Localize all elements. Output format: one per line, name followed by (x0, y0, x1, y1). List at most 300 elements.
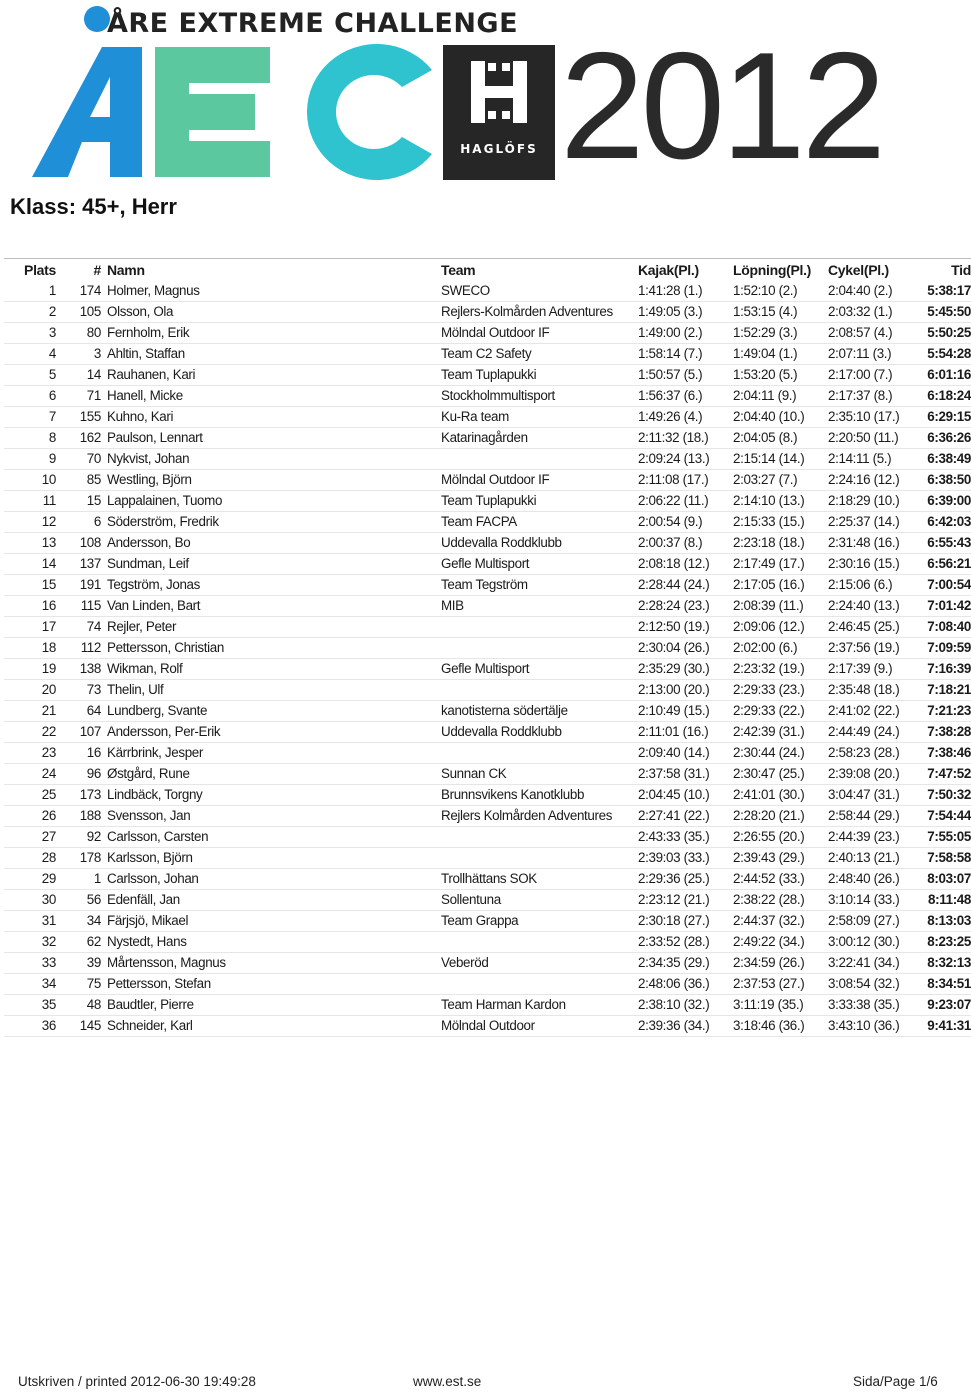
cell-lopning: 2:09:06 (12.) (733, 619, 805, 634)
cell-kajak: 1:49:00 (2.) (638, 325, 703, 340)
cell-kajak: 1:41:28 (1.) (638, 283, 703, 298)
cell-lopning: 2:34:59 (26.) (733, 955, 805, 970)
cell-team: Rejlers-Kolmården Adventures (441, 304, 613, 319)
cell-lopning: 2:49:22 (34.) (733, 934, 805, 949)
cell-nummer: 48 (86, 997, 101, 1012)
cell-nummer: 137 (79, 556, 101, 571)
cell-tid: 8:23:25 (927, 934, 971, 949)
cell-tid: 7:38:28 (927, 724, 971, 739)
cell-cykel: 2:48:40 (26.) (828, 871, 900, 886)
cell-tid: 6:55:43 (927, 535, 971, 550)
cell-cykel: 2:31:48 (16.) (828, 535, 900, 550)
cell-tid: 8:03:07 (927, 871, 971, 886)
cell-namn: Nystedt, Hans (107, 934, 187, 949)
cell-team (441, 932, 638, 953)
cell-namn: Schneider, Karl (107, 1018, 193, 1033)
table-row (4, 512, 971, 533)
cell-plats: 33 (41, 955, 56, 970)
cell-cykel: 2:15:06 (6.) (828, 577, 893, 592)
cell-lopning: 1:53:15 (4.) (733, 304, 798, 319)
cell-nummer: 80 (86, 325, 101, 340)
cell-namn: Pettersson, Stefan (107, 976, 211, 991)
table-row (4, 1016, 971, 1037)
printed-timestamp: Utskriven / printed 2012-06-30 19:49:28 (18, 1374, 256, 1389)
cell-nummer: 108 (79, 535, 101, 550)
cell-namn: Rauhanen, Kari (107, 367, 196, 382)
table-row (4, 953, 971, 974)
cell-team: Veberöd (441, 955, 489, 970)
logo-letter-c (307, 44, 432, 180)
cell-tid: 7:16:39 (927, 661, 971, 676)
table-row (4, 365, 971, 386)
cell-tid: 6:42:03 (927, 514, 971, 529)
cell-team (441, 974, 638, 995)
table-row (4, 302, 971, 323)
cell-kajak: 1:49:26 (4.) (638, 409, 703, 424)
cell-lopning: 2:03:27 (7.) (733, 472, 798, 487)
cell-nummer: 191 (79, 577, 101, 592)
cell-nummer: 70 (86, 451, 101, 466)
cell-team: Mölndal Outdoor IF (441, 325, 550, 340)
cell-tid: 6:36:26 (927, 430, 971, 445)
cell-kajak: 2:30:18 (27.) (638, 913, 710, 928)
cell-team: Team Tuplapukki (441, 367, 537, 382)
results-table (4, 258, 971, 1037)
cell-nummer: 3 (93, 346, 101, 361)
cell-tid: 7:09:59 (927, 640, 971, 655)
cell-lopning: 1:52:10 (2.) (733, 283, 798, 298)
cell-plats: 9 (48, 451, 56, 466)
cell-tid: 8:34:51 (927, 976, 971, 991)
cell-plats: 18 (41, 640, 56, 655)
col-plats-header: Plats (24, 262, 56, 278)
cell-plats: 4 (48, 346, 56, 361)
cell-plats: 36 (41, 1018, 56, 1033)
cell-kajak: 2:39:03 (33.) (638, 850, 710, 865)
cell-nummer: 56 (86, 892, 101, 907)
cell-team: Stockholmmultisport (441, 388, 555, 403)
cell-tid: 6:56:21 (927, 556, 971, 571)
cell-cykel: 2:35:48 (18.) (828, 682, 900, 697)
cell-cykel: 2:25:37 (14.) (828, 514, 900, 529)
cell-cykel: 2:07:11 (3.) (828, 346, 892, 361)
cell-namn: Olsson, Ola (107, 304, 174, 319)
haglofs-h-icon (443, 45, 555, 135)
cell-plats: 27 (41, 829, 56, 844)
cell-namn: Westling, Björn (107, 472, 192, 487)
cell-nummer: 73 (86, 682, 101, 697)
cell-plats: 24 (41, 766, 56, 781)
cell-namn: Söderström, Fredrik (107, 514, 219, 529)
cell-plats: 13 (41, 535, 56, 550)
cell-cykel: 2:58:44 (29.) (828, 808, 900, 823)
table-row (4, 386, 971, 407)
cell-team: Team C2 Safety (441, 346, 532, 361)
cell-nummer: 1 (93, 871, 101, 886)
table-row (4, 470, 971, 491)
cell-cykel: 2:14:11 (5.) (828, 451, 892, 466)
cell-tid: 6:39:00 (927, 493, 971, 508)
cell-namn: Karlsson, Björn (107, 850, 193, 865)
table-row (4, 995, 971, 1016)
cell-cykel: 2:24:40 (13.) (828, 598, 900, 613)
cell-namn: Tegström, Jonas (107, 577, 200, 592)
logo-letter-a (32, 47, 142, 177)
cell-lopning: 2:41:01 (30.) (733, 787, 805, 802)
cell-plats: 20 (41, 682, 56, 697)
cell-kajak: 2:39:36 (34.) (638, 1018, 710, 1033)
cell-team: Team Grappa (441, 913, 519, 928)
cell-nummer: 173 (79, 787, 101, 802)
cell-lopning: 1:49:04 (1.) (733, 346, 798, 361)
cell-cykel: 2:17:39 (9.) (828, 661, 893, 676)
cell-team: Team Tuplapukki (441, 493, 537, 508)
cell-tid: 6:29:15 (927, 409, 971, 424)
table-row (4, 344, 971, 365)
cell-tid: 8:32:13 (927, 955, 971, 970)
cell-kajak: 2:09:40 (14.) (638, 745, 710, 760)
cell-team (441, 827, 638, 848)
table-row (4, 869, 971, 890)
cell-nummer: 75 (86, 976, 101, 991)
cell-plats: 19 (41, 661, 56, 676)
col-nummer-header: # (93, 262, 101, 278)
cell-plats: 10 (41, 472, 56, 487)
cell-team: Rejlers Kolmården Adventures (441, 808, 613, 823)
event-year: 2012 (560, 21, 883, 191)
website-link[interactable]: www.est.se (413, 1374, 482, 1389)
cell-cykel: 2:37:56 (19.) (828, 640, 900, 655)
cell-lopning: 2:23:32 (19.) (733, 661, 805, 676)
cell-cykel: 3:00:12 (30.) (828, 934, 900, 949)
col-lopning-header: Löpning(Pl.) (733, 262, 812, 278)
cell-nummer: 6 (93, 514, 101, 529)
cell-kajak: 2:23:12 (21.) (638, 892, 710, 907)
cell-namn: Nykvist, Johan (107, 451, 190, 466)
cell-namn: Kuhno, Kari (107, 409, 174, 424)
logo-letter-e (155, 47, 270, 177)
cell-plats: 23 (41, 745, 56, 760)
cell-nummer: 16 (86, 745, 101, 760)
cell-lopning: 2:15:14 (14.) (733, 451, 805, 466)
cell-plats: 32 (41, 934, 56, 949)
cell-cykel: 2:44:39 (23.) (828, 829, 900, 844)
cell-namn: Edenfäll, Jan (107, 892, 180, 907)
cell-cykel: 2:24:16 (12.) (828, 472, 900, 487)
cell-plats: 17 (41, 619, 56, 634)
cell-team: Brunnsvikens Kanotklubb (441, 787, 585, 802)
table-row (4, 449, 971, 470)
cell-plats: 16 (41, 598, 56, 613)
cell-lopning: 2:39:43 (29.) (733, 850, 805, 865)
cell-lopning: 3:18:46 (36.) (733, 1018, 805, 1033)
cell-cykel: 2:58:09 (27.) (828, 913, 900, 928)
table-row (4, 827, 971, 848)
table-row (4, 932, 971, 953)
table-row (4, 722, 971, 743)
cell-plats: 35 (41, 997, 56, 1012)
cell-tid: 6:38:50 (927, 472, 971, 487)
cell-tid: 7:00:54 (927, 577, 971, 592)
cell-lopning: 1:53:20 (5.) (733, 367, 798, 382)
cell-namn: Färjsjö, Mikael (107, 913, 189, 928)
cell-nummer: 62 (86, 934, 101, 949)
sponsor-name: HAGLÖFS (460, 142, 538, 156)
cell-kajak: 1:49:05 (3.) (638, 304, 703, 319)
table-row (4, 848, 971, 869)
cell-namn: Ahltin, Staffan (107, 346, 185, 361)
cell-kajak: 2:12:50 (19.) (638, 619, 710, 634)
cell-tid: 9:23:07 (927, 997, 971, 1012)
cell-namn: Baudtler, Pierre (107, 997, 194, 1012)
cell-cykel: 2:46:45 (25.) (828, 619, 900, 634)
cell-nummer: 107 (79, 724, 101, 739)
cell-team (441, 617, 638, 638)
cell-lopning: 2:08:39 (11.) (733, 598, 804, 613)
cell-nummer: 155 (79, 409, 101, 424)
cell-lopning: 2:15:33 (15.) (733, 514, 805, 529)
cell-tid: 6:38:49 (927, 451, 971, 466)
cell-plats: 7 (48, 409, 56, 424)
cell-plats: 15 (41, 577, 56, 592)
cell-namn: Rejler, Peter (107, 619, 177, 634)
cell-lopning: 2:04:05 (8.) (733, 430, 798, 445)
cell-lopning: 2:02:00 (6.) (733, 640, 798, 655)
aec-logo-letters (30, 42, 440, 182)
event-title: ÅRE EXTREME CHALLENGE (107, 8, 519, 39)
cell-namn: Hanell, Micke (107, 388, 183, 403)
header-row (4, 259, 971, 282)
cell-nummer: 85 (86, 472, 101, 487)
col-namn-header: Namn (107, 262, 145, 278)
cell-namn: Wikman, Rolf (107, 661, 183, 676)
cell-nummer: 71 (86, 388, 101, 403)
cell-plats: 2 (48, 304, 56, 319)
col-team-header: Team (441, 262, 476, 278)
cell-team (441, 638, 638, 659)
cell-cykel: 2:08:57 (4.) (828, 325, 893, 340)
cell-kajak: 2:30:04 (26.) (638, 640, 710, 655)
cell-cykel: 2:44:49 (24.) (828, 724, 900, 739)
cell-kajak: 2:13:00 (20.) (638, 682, 710, 697)
cell-nummer: 112 (80, 640, 101, 655)
cell-team: MIB (441, 598, 464, 613)
cell-nummer: 96 (86, 766, 101, 781)
cell-nummer: 39 (86, 955, 101, 970)
cell-team: Mölndal Outdoor (441, 1018, 535, 1033)
table-row (4, 890, 971, 911)
cell-kajak: 2:00:54 (9.) (638, 514, 703, 529)
cell-kajak: 2:27:41 (22.) (638, 808, 710, 823)
col-tid-header: Tid (951, 262, 971, 278)
cell-nummer: 64 (86, 703, 101, 718)
cell-team (441, 848, 638, 869)
cell-namn: Paulson, Lennart (107, 430, 203, 445)
cell-kajak: 1:50:57 (5.) (638, 367, 703, 382)
cell-namn: Svensson, Jan (107, 808, 191, 823)
cell-team: Team Tegström (441, 577, 528, 592)
cell-tid: 8:13:03 (927, 913, 971, 928)
cell-plats: 12 (41, 514, 56, 529)
table-row (4, 701, 971, 722)
cell-cykel: 3:08:54 (32.) (828, 976, 900, 991)
cell-kajak: 2:35:29 (30.) (638, 661, 710, 676)
cell-tid: 7:21:23 (927, 703, 971, 718)
table-row (4, 680, 971, 701)
cell-lopning: 2:04:11 (9.) (733, 388, 797, 403)
cell-kajak: 2:28:24 (23.) (638, 598, 710, 613)
cell-cykel: 2:40:13 (21.) (828, 850, 900, 865)
cell-tid: 8:11:48 (928, 892, 971, 907)
cell-tid: 9:41:31 (927, 1018, 971, 1033)
cell-kajak: 2:29:36 (25.) (638, 871, 710, 886)
table-row (4, 764, 971, 785)
cell-lopning: 2:44:52 (33.) (733, 871, 805, 886)
cell-plats: 28 (41, 850, 56, 865)
cell-cykel: 2:35:10 (17.) (828, 409, 900, 424)
cell-team (441, 449, 638, 470)
cell-lopning: 2:37:53 (27.) (733, 976, 805, 991)
cell-tid: 7:50:32 (927, 787, 971, 802)
table-row (4, 323, 971, 344)
cell-namn: Lindbäck, Torgny (107, 787, 203, 802)
cell-kajak: 2:09:24 (13.) (638, 451, 710, 466)
cell-cykel: 3:43:10 (36.) (828, 1018, 900, 1033)
table-row (4, 554, 971, 575)
cell-team: Team Harman Kardon (441, 997, 566, 1012)
cell-kajak: 2:11:01 (16.) (638, 724, 709, 739)
cell-plats: 1 (48, 283, 56, 298)
cell-namn: Østgård, Rune (107, 766, 190, 781)
table-row (4, 806, 971, 827)
cell-cykel: 2:17:00 (7.) (828, 367, 893, 382)
table-row (4, 575, 971, 596)
cell-team: Team FACPA (441, 514, 517, 529)
cell-lopning: 1:52:29 (3.) (733, 325, 798, 340)
cell-tid: 5:38:17 (927, 283, 971, 298)
cell-tid: 7:54:44 (927, 808, 971, 823)
cell-lopning: 2:42:39 (31.) (733, 724, 805, 739)
cell-nummer: 162 (79, 430, 101, 445)
cell-cykel: 2:39:08 (20.) (828, 766, 900, 781)
cell-namn: Sundman, Leif (107, 556, 189, 571)
cell-kajak: 2:00:37 (8.) (638, 535, 703, 550)
cell-lopning: 2:14:10 (13.) (733, 493, 805, 508)
col-kajak-header: Kajak(Pl.) (638, 262, 699, 278)
cell-cykel: 2:17:37 (8.) (828, 388, 893, 403)
cell-team: Uddevalla Roddklubb (441, 724, 562, 739)
cell-plats: 8 (48, 430, 56, 445)
cell-cykel: 2:30:16 (15.) (828, 556, 900, 571)
cell-plats: 26 (41, 808, 56, 823)
cell-kajak: 1:58:14 (7.) (638, 346, 703, 361)
cell-plats: 11 (42, 493, 56, 508)
cell-lopning: 2:44:37 (32.) (733, 913, 805, 928)
cell-lopning: 3:11:19 (35.) (733, 997, 804, 1012)
table-row (4, 491, 971, 512)
cell-nummer: 174 (79, 283, 101, 298)
page-number: Sida/Page 1/6 (853, 1374, 938, 1389)
cell-plats: 29 (41, 871, 56, 886)
cell-kajak: 2:33:52 (28.) (638, 934, 710, 949)
cell-team: Trollhättans SOK (441, 871, 537, 886)
cell-kajak: 2:34:35 (29.) (638, 955, 710, 970)
cell-team: Gefle Multisport (441, 556, 530, 571)
haglofs-logo (443, 45, 555, 180)
cell-lopning: 2:29:33 (23.) (733, 682, 805, 697)
cell-plats: 21 (41, 703, 56, 718)
cell-kajak: 2:38:10 (32.) (638, 997, 710, 1012)
cell-namn: Pettersson, Christian (107, 640, 224, 655)
event-logo (0, 0, 960, 191)
cell-namn: Carlsson, Johan (107, 871, 199, 886)
cell-lopning: 2:30:44 (24.) (733, 745, 805, 760)
cell-kajak: 2:06:22 (11.) (638, 493, 709, 508)
cell-cykel: 3:10:14 (33.) (828, 892, 900, 907)
cell-team: Sunnan CK (441, 766, 507, 781)
cell-cykel: 3:22:41 (34.) (828, 955, 900, 970)
table-row (4, 428, 971, 449)
table-row (4, 596, 971, 617)
cell-nummer: 92 (86, 829, 101, 844)
cell-namn: Kärrbrink, Jesper (107, 745, 204, 760)
cell-namn: Mårtensson, Magnus (107, 955, 226, 970)
cell-namn: Holmer, Magnus (107, 283, 200, 298)
cell-nummer: 115 (80, 598, 101, 613)
cell-namn: Thelin, Ulf (107, 682, 164, 697)
table-row (4, 785, 971, 806)
table-row (4, 974, 971, 995)
cell-kajak: 2:10:49 (15.) (638, 703, 710, 718)
cell-cykel: 2:20:50 (11.) (828, 430, 899, 445)
table-row (4, 911, 971, 932)
cell-namn: Andersson, Per-Erik (107, 724, 221, 739)
cell-plats: 30 (41, 892, 56, 907)
cell-lopning: 2:38:22 (28.) (733, 892, 805, 907)
cell-plats: 34 (41, 976, 56, 991)
cell-kajak: 2:28:44 (24.) (638, 577, 710, 592)
cell-kajak: 2:48:06 (36.) (638, 976, 710, 991)
table-row (4, 407, 971, 428)
cell-kajak: 2:37:58 (31.) (638, 766, 710, 781)
cell-cykel: 2:04:40 (2.) (828, 283, 893, 298)
cell-tid: 7:47:52 (927, 766, 971, 781)
cell-tid: 7:18:21 (927, 682, 971, 697)
cell-lopning: 2:29:33 (22.) (733, 703, 805, 718)
cell-tid: 6:01:16 (927, 367, 971, 382)
cell-tid: 7:38:46 (927, 745, 971, 760)
cell-tid: 7:55:05 (927, 829, 971, 844)
cell-tid: 5:50:25 (927, 325, 971, 340)
table-row (4, 659, 971, 680)
cell-nummer: 74 (86, 619, 101, 634)
cell-tid: 7:58:58 (927, 850, 971, 865)
cell-team: SWECO (441, 283, 490, 298)
cell-team: Mölndal Outdoor IF (441, 472, 550, 487)
cell-tid: 7:01:42 (927, 598, 971, 613)
results-body (4, 281, 971, 1037)
cell-lopning: 2:04:40 (10.) (733, 409, 805, 424)
cell-plats: 31 (41, 913, 56, 928)
col-cykel-header: Cykel(Pl.) (828, 262, 889, 278)
cell-team (441, 680, 638, 701)
table-row (4, 533, 971, 554)
cell-tid: 6:18:24 (927, 388, 971, 403)
cell-nummer: 188 (79, 808, 101, 823)
cell-plats: 14 (41, 556, 56, 571)
cell-namn: Fernholm, Erik (107, 325, 190, 340)
cell-namn: Andersson, Bo (107, 535, 191, 550)
